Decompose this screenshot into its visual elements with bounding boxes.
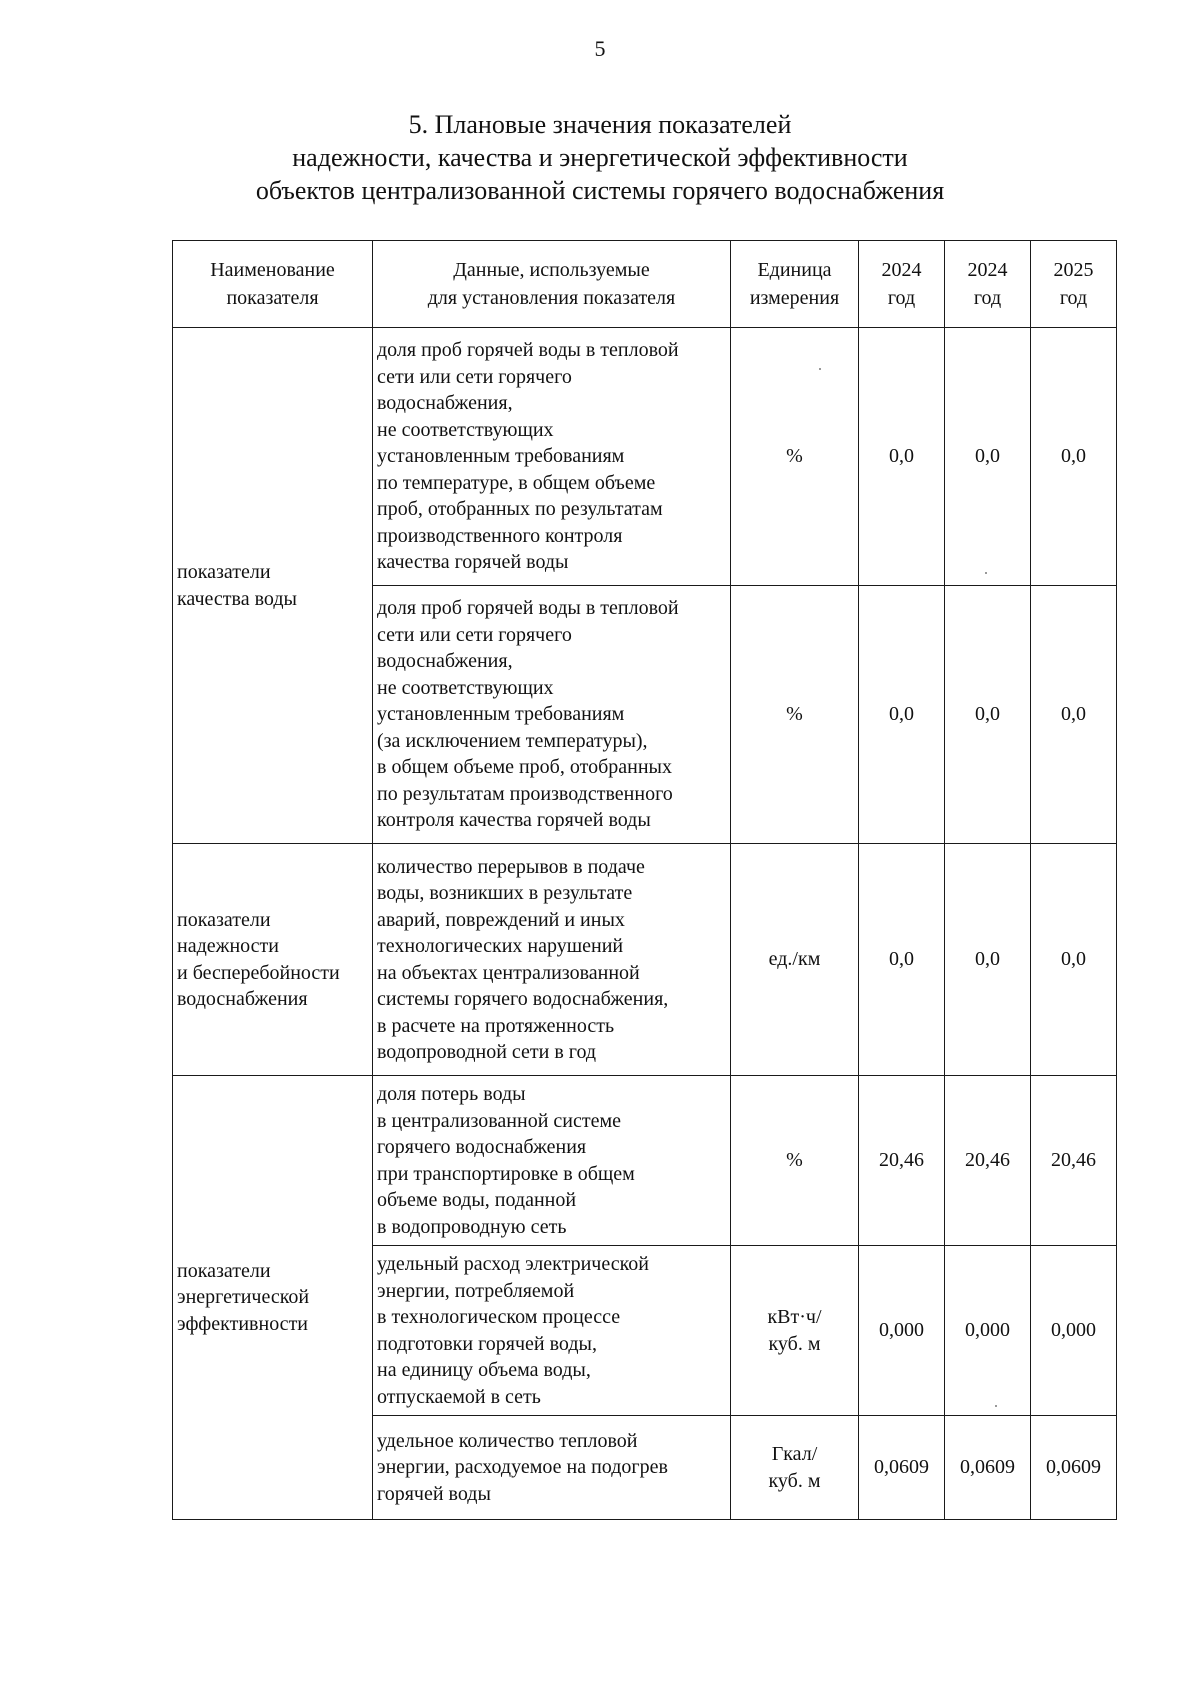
data-line: удельное количество тепловой: [377, 1429, 638, 1452]
header-data: [373, 241, 731, 328]
group-label-line: показатели: [177, 908, 271, 931]
unit-cell: [731, 844, 859, 1076]
data-line: системы горячего водоснабжения,: [377, 988, 669, 1010]
data-line: в централизованной системе: [377, 1109, 622, 1132]
unit-line: куб. м: [768, 1469, 821, 1492]
value-cell: 0,0: [859, 328, 945, 586]
value-cell: 0,0: [945, 844, 1031, 1076]
header-text: измерения: [749, 287, 840, 309]
scan-speck: [819, 368, 821, 370]
header-year: [1031, 241, 1117, 328]
data-line: горячей воды: [377, 1482, 491, 1505]
value-cell: 0,0: [1031, 328, 1117, 586]
group-label-line: энергетической: [177, 1286, 310, 1309]
data-line: доля проб горячей воды в тепловой: [377, 597, 679, 620]
title-line: надежности, качества и энергетической эффективности: [292, 143, 908, 172]
header-indicator-name: [173, 241, 373, 328]
data-line: в водопроводную сеть: [377, 1215, 567, 1238]
table-row: [173, 328, 1117, 586]
value-cell: 0,0: [859, 844, 945, 1076]
header-text: 2024: [967, 259, 1008, 281]
data-line: энергии, потребляемой: [377, 1279, 575, 1302]
data-line: в общем объеме проб, отобранных: [377, 756, 672, 779]
data-line: качества горячей воды: [377, 551, 569, 574]
data-line: количество перерывов в подаче: [377, 855, 645, 878]
group-label-line: водоснабжения: [177, 988, 308, 1010]
unit-line: кВт·ч/: [767, 1306, 822, 1328]
value-cell: 20,46: [1031, 1076, 1117, 1246]
data-line: производственного контроля: [377, 524, 623, 547]
group-label-line: показатели: [177, 561, 271, 583]
indicator-data-cell: [373, 586, 731, 844]
header-text: 2024: [881, 259, 922, 281]
table-row: [173, 1076, 1117, 1246]
indicator-group-cell: [173, 1076, 373, 1520]
data-line: водоснабжения,: [377, 392, 513, 415]
unit-cell: [731, 328, 859, 586]
group-label-line: эффективности: [177, 1312, 309, 1335]
value-cell: 20,46: [945, 1076, 1031, 1246]
data-line: аварий, повреждений и иных: [377, 908, 625, 931]
table-header-row: [173, 241, 1117, 328]
data-line: не соответствующих: [377, 676, 554, 699]
scan-speck: [985, 572, 987, 574]
data-line: удельный расход электрической: [377, 1253, 650, 1275]
data-line: доля потерь воды: [377, 1083, 526, 1105]
header-year: [859, 241, 945, 328]
unit-line: Гкал/: [771, 1443, 818, 1465]
unit-line: ед./км: [768, 948, 821, 971]
indicators-table: [172, 240, 1117, 1520]
value-cell: 0,0: [1031, 586, 1117, 844]
value-cell: 0,000: [859, 1246, 945, 1416]
header-text: Данные, используемые: [453, 259, 650, 281]
header-text: Наименование: [210, 259, 335, 281]
indicator-data-cell: [373, 1416, 731, 1520]
value-cell: 0,0: [1031, 844, 1117, 1076]
indicator-group-cell: [173, 844, 373, 1076]
data-line: воды, возникших в результате: [377, 882, 633, 904]
header-unit: [731, 241, 859, 328]
indicator-group-cell: [173, 328, 373, 844]
data-line: горячего водоснабжения: [377, 1136, 587, 1158]
data-line: на единицу объема воды,: [377, 1359, 591, 1381]
title-line: 5. Плановые значения показателей: [408, 110, 792, 139]
unit-line: %: [786, 445, 803, 468]
data-line: отпускаемой в сеть: [377, 1385, 541, 1408]
indicator-data-cell: [373, 1246, 731, 1416]
header-text: Единица: [757, 259, 832, 281]
unit-cell: [731, 586, 859, 844]
page-number: 5: [594, 36, 606, 61]
header-text: год: [1059, 287, 1088, 309]
data-line: по результатам производственного: [377, 782, 673, 805]
value-cell: 0,0: [945, 328, 1031, 586]
header-text: для установления показателя: [427, 287, 676, 309]
data-line: проб, отобранных по результатам: [377, 498, 663, 521]
data-line: подготовки горячей воды,: [377, 1332, 597, 1355]
group-label-line: качества воды: [177, 587, 297, 610]
data-line: сети или сети горячего: [377, 623, 572, 646]
data-line: в расчете на протяженность: [377, 1014, 615, 1037]
table-row: [173, 844, 1117, 1076]
value-cell: 20,46: [859, 1076, 945, 1246]
indicator-data-cell: [373, 1076, 731, 1246]
value-cell: 0,0609: [859, 1416, 945, 1520]
data-line: установленным требованиям: [377, 703, 625, 726]
indicator-data-cell: [373, 328, 731, 586]
title-line: объектов централизованной системы горячего водоснабжения: [255, 176, 945, 205]
header-year: [945, 241, 1031, 328]
header-text: 2025: [1053, 259, 1094, 281]
unit-cell: [731, 1246, 859, 1416]
scan-speck: [995, 1405, 997, 1407]
unit-line: %: [786, 703, 803, 726]
value-cell: 0,0609: [945, 1416, 1031, 1520]
data-line: энергии, расходуемое на подогрев: [377, 1456, 668, 1479]
data-line: водопроводной сети в год: [377, 1041, 597, 1063]
unit-cell: [731, 1076, 859, 1246]
data-line: (за исключением температуры),: [377, 729, 648, 752]
group-label-line: показатели: [177, 1259, 271, 1282]
data-line: не соответствующих: [377, 418, 554, 441]
unit-line: куб. м: [768, 1332, 821, 1355]
data-line: доля проб горячей воды в тепловой: [377, 339, 679, 362]
data-line: сети или сети горячего: [377, 365, 572, 388]
header-text: год: [973, 287, 1002, 309]
value-cell: 0,0609: [1031, 1416, 1117, 1520]
unit-cell: [731, 1416, 859, 1520]
data-line: на объектах централизованной: [377, 961, 640, 984]
group-label-line: надежности: [177, 935, 279, 957]
data-line: водоснабжения,: [377, 650, 513, 673]
data-line: по температуре, в общем объеме: [377, 471, 656, 494]
value-cell: 0,000: [1031, 1246, 1117, 1416]
indicator-data-cell: [373, 844, 731, 1076]
value-cell: 0,0: [859, 586, 945, 844]
header-text: год: [887, 287, 916, 309]
data-line: установленным требованиям: [377, 445, 625, 468]
value-cell: 0,0: [945, 586, 1031, 844]
group-label-line: и бесперебойности: [177, 961, 340, 984]
data-line: объеме воды, поданной: [377, 1189, 577, 1211]
data-line: контроля качества горячей воды: [377, 809, 651, 832]
unit-line: %: [786, 1149, 803, 1172]
value-cell: 0,000: [945, 1246, 1031, 1416]
data-line: в технологическом процессе: [377, 1306, 621, 1328]
document-title: [0, 108, 1200, 207]
data-line: технологических нарушений: [377, 935, 624, 957]
header-text: показателя: [226, 287, 319, 309]
data-line: при транспортировке в общем: [377, 1162, 635, 1185]
